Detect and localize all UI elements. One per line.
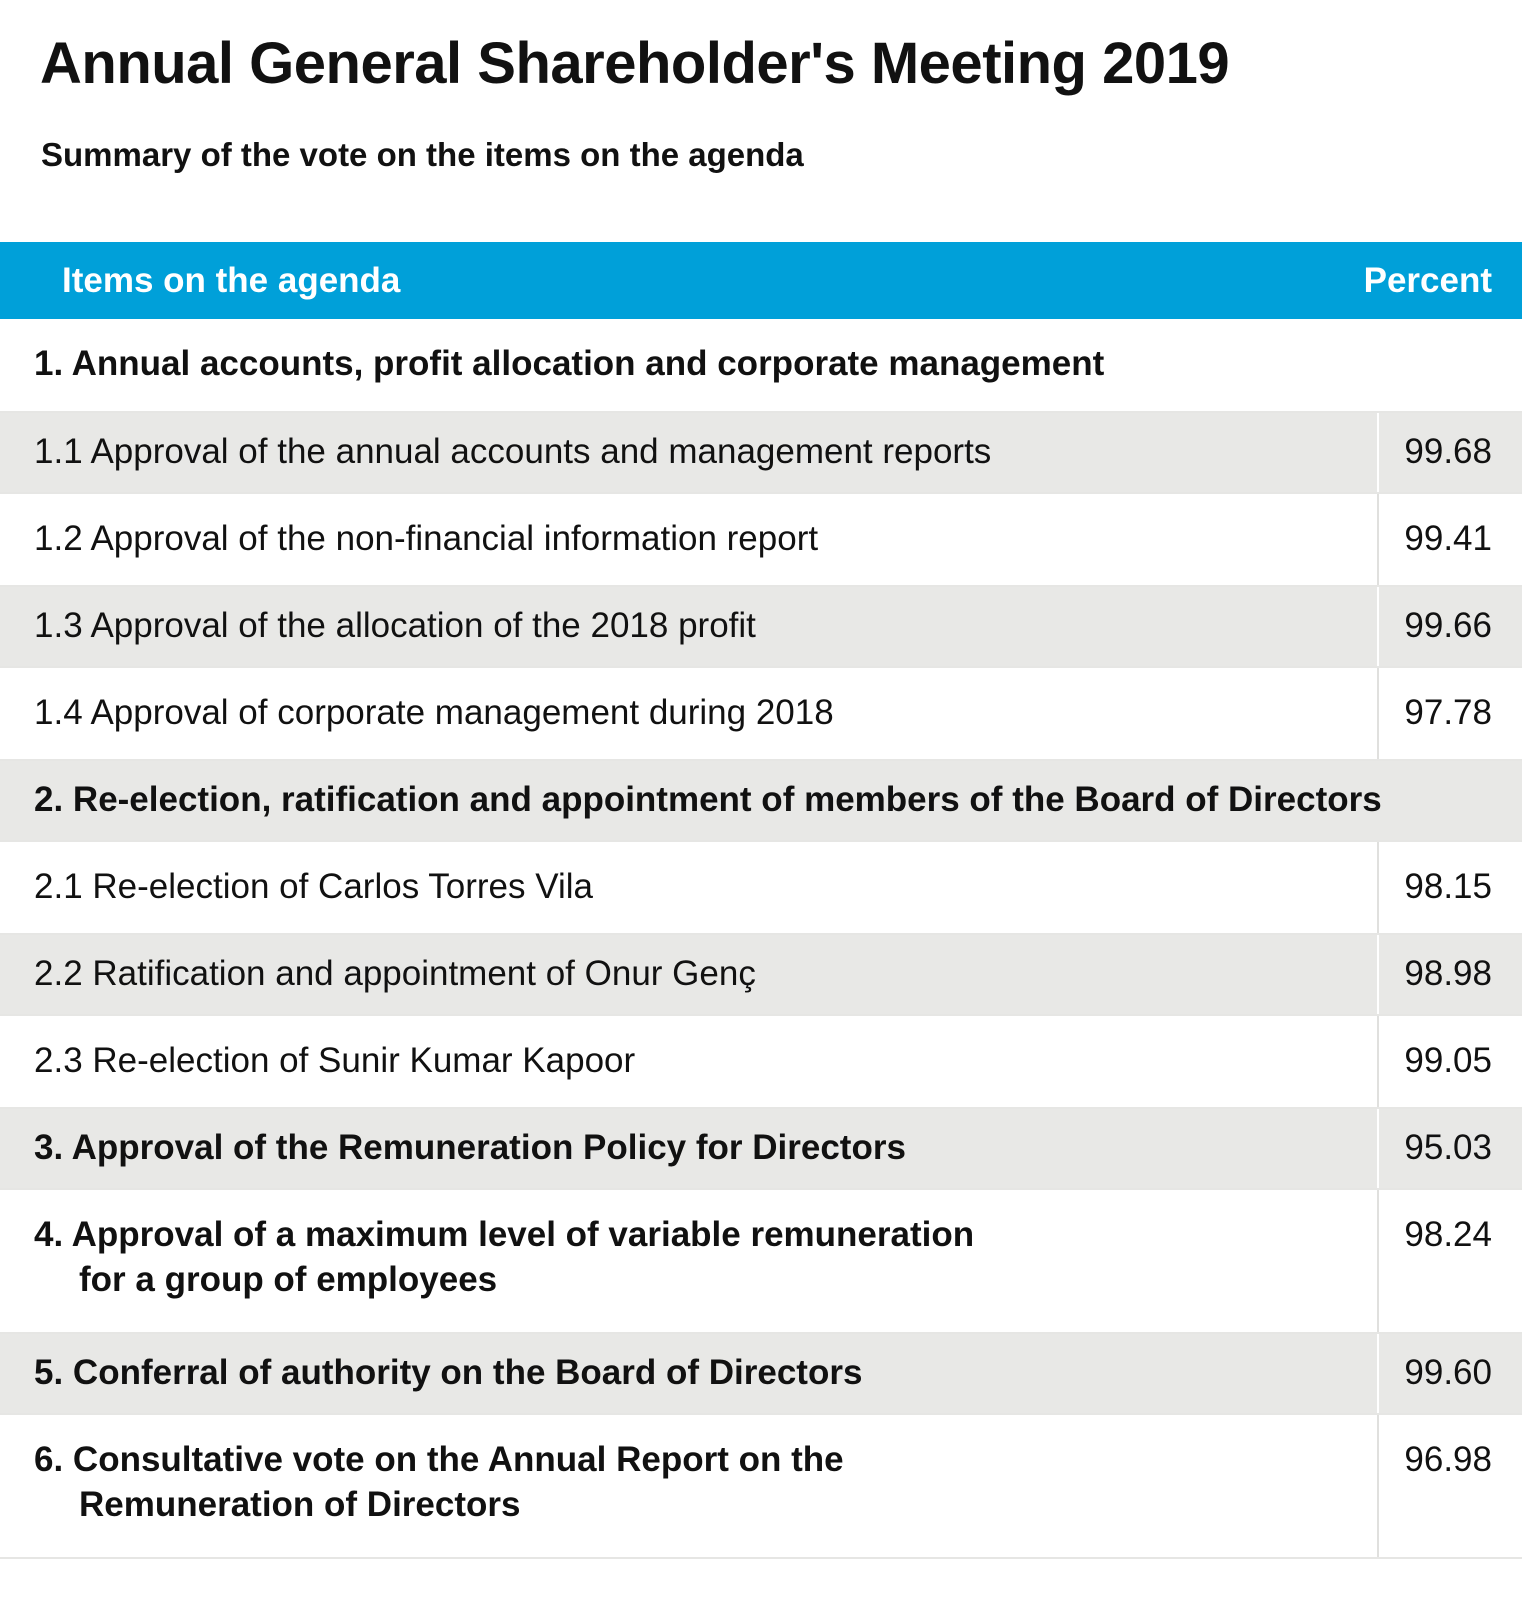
table-row-section-3	[0, 1109, 1522, 1190]
row-label-line-1: 4. Approval of a maximum level of variable remuneration	[34, 1215, 975, 1254]
table-row-section-6	[0, 1415, 1522, 1559]
column-divider	[1377, 1334, 1379, 1413]
row-percent: 98.24	[1404, 1215, 1492, 1254]
table-row	[0, 668, 1522, 761]
row-label: 5. Conferral of authority on the Board of Directors	[34, 1353, 863, 1392]
table-row-section-5	[0, 1334, 1522, 1415]
row-percent: 99.66	[1404, 606, 1492, 645]
column-divider	[1377, 413, 1379, 492]
column-divider	[1377, 1415, 1379, 1557]
column-divider	[1377, 494, 1379, 585]
row-label-line-2: Remuneration of Directors	[79, 1485, 521, 1524]
agenda-vote-table	[0, 242, 1522, 1559]
row-percent: 99.41	[1404, 519, 1492, 558]
column-divider	[1377, 1109, 1379, 1188]
table-row	[0, 587, 1522, 668]
row-label: 1.4 Approval of corporate management during 2018	[34, 693, 834, 732]
row-percent: 97.78	[1404, 693, 1492, 732]
header-percent-label: Percent	[1363, 260, 1492, 300]
row-label: 1.2 Approval of the non-financial information report	[34, 519, 819, 558]
row-percent: 98.15	[1404, 867, 1492, 906]
header-items-label: Items on the agenda	[62, 260, 401, 300]
page-title: Annual General Shareholder's Meeting 2019	[40, 31, 1230, 96]
row-label: 2. Re-election, ratification and appointment of members of the Board of Directors	[34, 780, 1382, 819]
table-row	[0, 413, 1522, 494]
table-row-section-1	[0, 319, 1522, 413]
table-row	[0, 494, 1522, 587]
row-label: 2.1 Re-election of Carlos Torres Vila	[34, 867, 593, 906]
column-divider	[1377, 587, 1379, 666]
column-divider	[1377, 1016, 1379, 1107]
row-label	[34, 1212, 974, 1302]
row-label: 1.3 Approval of the allocation of the 2018 profit	[34, 606, 756, 645]
row-label: 1. Annual accounts, profit allocation and corporate management	[34, 344, 1105, 383]
row-label: 3. Approval of the Remuneration Policy for Directors	[34, 1128, 906, 1167]
table-row-section-4	[0, 1190, 1522, 1334]
table-row	[0, 935, 1522, 1016]
row-percent: 99.60	[1404, 1353, 1492, 1392]
page-subtitle: Summary of the vote on the items on the agenda	[41, 136, 804, 173]
table-row	[0, 1016, 1522, 1109]
row-label	[34, 1437, 844, 1527]
row-percent: 96.98	[1404, 1440, 1492, 1479]
table-header	[0, 242, 1522, 319]
row-label: 2.2 Ratification and appointment of Onur Genç	[34, 954, 756, 993]
column-divider	[1377, 935, 1379, 1014]
row-percent: 95.03	[1404, 1128, 1492, 1167]
row-percent: 99.68	[1404, 432, 1492, 471]
column-divider	[1377, 668, 1379, 759]
table-row-section-2	[0, 761, 1522, 842]
row-label: 2.3 Re-election of Sunir Kumar Kapoor	[34, 1041, 636, 1080]
row-label-line-2: for a group of employees	[79, 1260, 498, 1299]
row-label: 1.1 Approval of the annual accounts and management reports	[34, 432, 992, 471]
row-label-line-1: 6. Consultative vote on the Annual Report on the	[34, 1440, 844, 1479]
row-percent: 98.98	[1404, 954, 1492, 993]
row-percent: 99.05	[1404, 1041, 1492, 1080]
column-divider	[1377, 1190, 1379, 1332]
column-divider	[1377, 842, 1379, 933]
table-row	[0, 842, 1522, 935]
